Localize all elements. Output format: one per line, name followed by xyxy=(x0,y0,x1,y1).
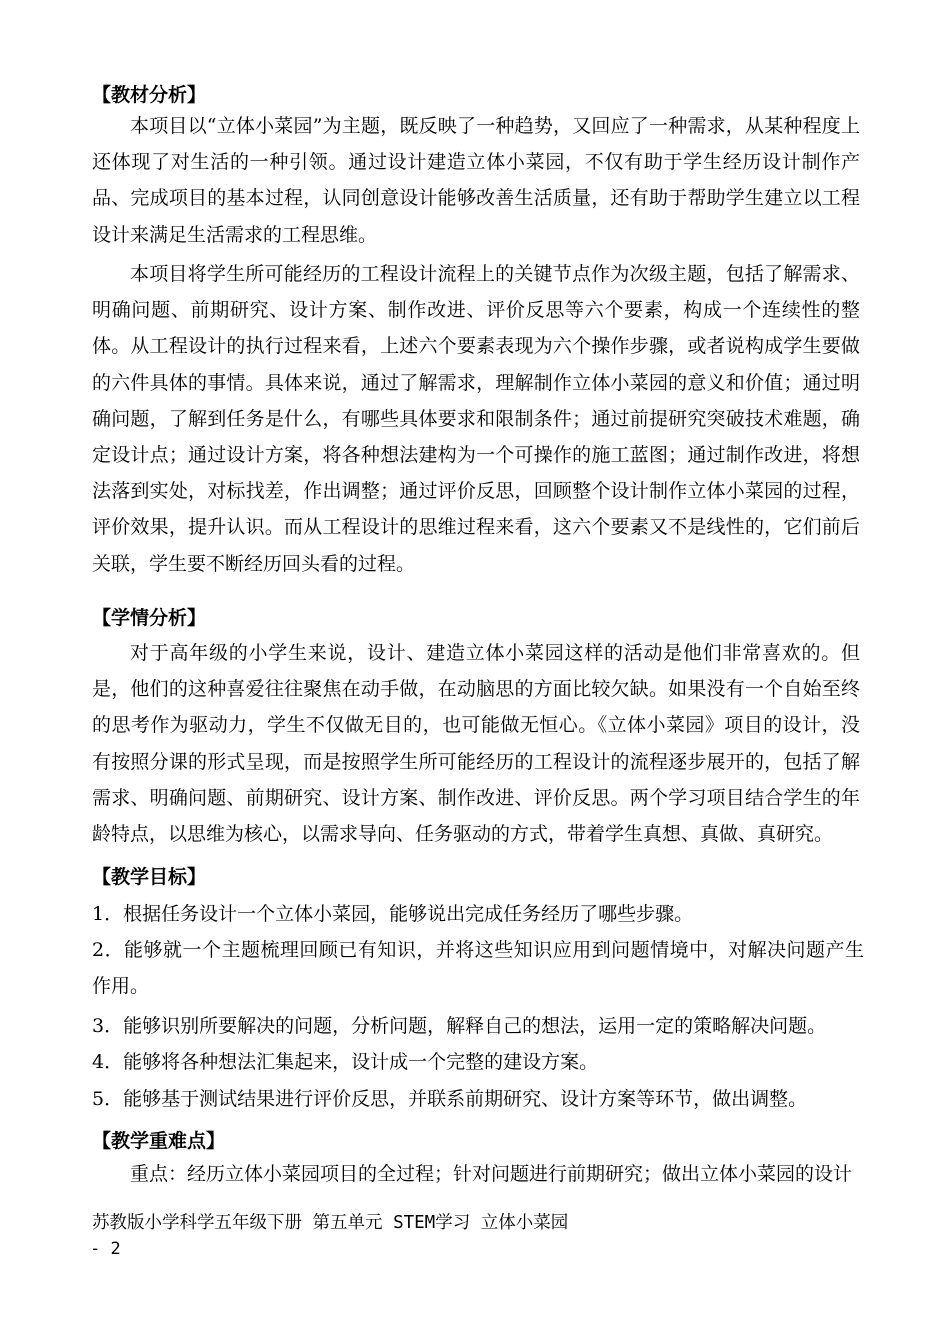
section-title-objectives: 【教学目标】 xyxy=(92,866,207,888)
section-title-key-points: 【教学重难点】 xyxy=(92,1130,226,1152)
objective-item-5: 5．能够基于测试结果进行评价反思，并联系前期研究、设计方案等环节，做出调整。 xyxy=(92,1088,808,1110)
key-points-paragraph-1: 重点：经历立体小菜园项目的全过程；针对问题进行前期研究；做出立体小菜园的设计 xyxy=(130,1163,853,1185)
section-title-student-analysis: 【学情分析】 xyxy=(92,607,207,629)
page-number: - 2 xyxy=(90,1239,121,1259)
objective-item-1: 1．根据任务设计一个立体小菜园，能够说出完成任务经历了哪些步骤。 xyxy=(92,903,694,925)
student-analysis-paragraph-1: 对于高年级的小学生来说，设计、建造立体小菜园这样的活动是他们非常喜欢的。但是，他们的这种喜爱往往聚焦在动手做，在动脑思的方面比较欠缺。如果没有一个自始至终的思考作为驱动力，学生不仅做无目的，也可能做无恒心。《立体小菜园》项目的设计，没有按照分课的形式呈现，而是按照学生所可能经历的工程设计的流程逐步展开的，包括了解需求、明确问题、前期研究、设计方案、制作改进、评价反思。两个学习项目结合学生的年龄特点，以思维为核心，以需求导向、任务驱动的方式，带着学生真想、真做、真研究。 xyxy=(92,642,860,846)
objective-item-3: 3．能够识别所要解决的问题，分析问题，解释自己的想法，运用一定的策略解决问题。 xyxy=(92,1015,827,1037)
textbook-analysis-paragraph-2: 本项目将学生所可能经历的工程设计流程上的关键节点作为次级主题，包括了解需求、明确问题、前期研究、设计方案、制作改进、评价反思等六个要素，构成一个连续性的整体。从工程设计的执行过程来看，上述六个要素表现为六个操作步骤，或者说构成学生要做的六件具体的事情。具体来说，通过了解需求，理解制作立体小菜园的意义和价值；通过明确问题，了解到任务是什么，有哪些具体要求和限制条件；通过前提研究突破技术难题，确定设计点；通过设计方案，将各种想法建构为一个可操作的施工蓝图；通过制作改进，将想法落到实处，对标找差，作出调整；通过评价反思，回顾整个设计制作立体小菜园的过程，评价效果，提升认识。而从工程设计的思维过程来看，这六个要素又不是线性的，它们前后关联，学生要不断经历回头看的过程。 xyxy=(92,263,860,575)
section-title-textbook-analysis: 【教材分析】 xyxy=(92,84,207,106)
textbook-analysis-paragraph-1: 本项目以“立体小菜园”为主题，既反映了一种趋势，又回应了一种需求，从某种程度上还体现了对生活的一种引领。通过设计建造立体小菜园，不仅有助于学生经历设计制作产品、完成项目的基本过程，认同创意设计能够改善生活质量，还有助于帮助学生建立以工程设计来满足生活需求的工程思维。 xyxy=(92,115,860,246)
objective-item-2: 2．能够就一个主题梳理回顾已有知识，并将这些知识应用到问题情境中，对解决问题产生作用。 xyxy=(92,939,864,997)
page-footer: 苏教版小学科学五年级下册 第五单元 STEM学习 立体小菜园 xyxy=(92,1213,569,1233)
objective-item-4: 4．能够将各种想法汇集起来，设计成一个完整的建设方案。 xyxy=(92,1051,599,1073)
